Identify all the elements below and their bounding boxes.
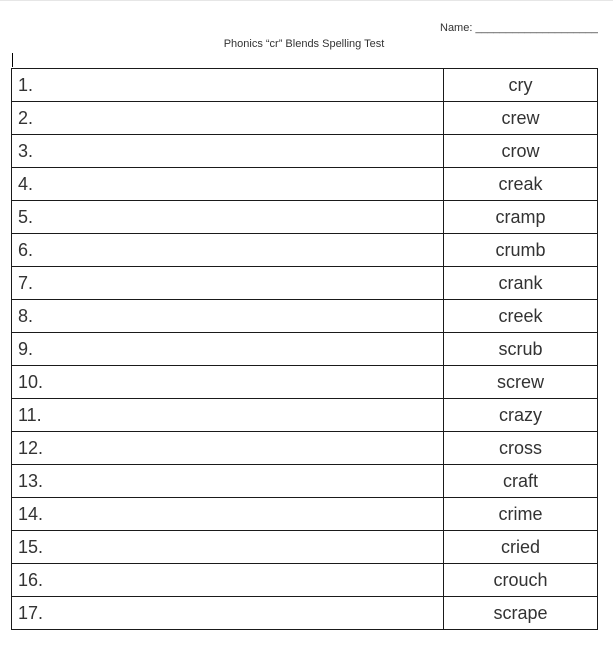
table-row (12, 234, 598, 267)
spelling-word-cell: crazy (444, 399, 598, 432)
spelling-word-cell: crow (444, 135, 598, 168)
table-row (12, 267, 598, 300)
row-number-cell[interactable]: 2. (12, 102, 444, 135)
table-row (12, 597, 598, 630)
spelling-word-cell: crime (444, 498, 598, 531)
row-number-cell[interactable]: 10. (12, 366, 444, 399)
row-number-cell[interactable]: 12. (12, 432, 444, 465)
row-number-cell[interactable]: 9. (12, 333, 444, 366)
table-row (12, 333, 598, 366)
row-number-cell[interactable]: 8. (12, 300, 444, 333)
row-number-cell[interactable]: 11. (12, 399, 444, 432)
name-field[interactable]: Name: ____________________ (440, 22, 598, 34)
row-number-cell[interactable]: 3. (12, 135, 444, 168)
row-number-cell[interactable]: 6. (12, 234, 444, 267)
table-row (12, 69, 598, 102)
spelling-word-cell: crank (444, 267, 598, 300)
spelling-word-cell: scrape (444, 597, 598, 630)
table-row (12, 168, 598, 201)
table-row (12, 300, 598, 333)
table-row (12, 465, 598, 498)
spelling-table-body (12, 69, 598, 630)
table-row (12, 498, 598, 531)
table-row (12, 135, 598, 168)
row-number-cell[interactable]: 17. (12, 597, 444, 630)
spelling-table (11, 68, 598, 630)
row-number-cell[interactable]: 1. (12, 69, 444, 102)
page-top-edge (0, 0, 613, 1)
row-number-cell[interactable]: 14. (12, 498, 444, 531)
text-cursor (12, 53, 13, 67)
spelling-word-cell: cry (444, 69, 598, 102)
row-number-cell[interactable]: 16. (12, 564, 444, 597)
spelling-word-cell: crumb (444, 234, 598, 267)
spelling-word-cell: cross (444, 432, 598, 465)
row-number-cell[interactable]: 7. (12, 267, 444, 300)
row-number-cell[interactable]: 5. (12, 201, 444, 234)
row-number-cell[interactable]: 4. (12, 168, 444, 201)
spelling-word-cell: creek (444, 300, 598, 333)
spelling-word-cell: scrub (444, 333, 598, 366)
spelling-word-cell: craft (444, 465, 598, 498)
table-row (12, 201, 598, 234)
spelling-word-cell: creak (444, 168, 598, 201)
spelling-word-cell: crouch (444, 564, 598, 597)
table-row (12, 399, 598, 432)
table-row (12, 564, 598, 597)
table-row (12, 366, 598, 399)
spelling-word-cell: screw (444, 366, 598, 399)
table-row (12, 102, 598, 135)
spelling-word-cell: crew (444, 102, 598, 135)
table-row (12, 531, 598, 564)
spelling-word-cell: cried (444, 531, 598, 564)
spelling-word-cell: cramp (444, 201, 598, 234)
row-number-cell[interactable]: 15. (12, 531, 444, 564)
table-row (12, 432, 598, 465)
row-number-cell[interactable]: 13. (12, 465, 444, 498)
page-title: Phonics “cr” Blends Spelling Test (223, 38, 385, 50)
